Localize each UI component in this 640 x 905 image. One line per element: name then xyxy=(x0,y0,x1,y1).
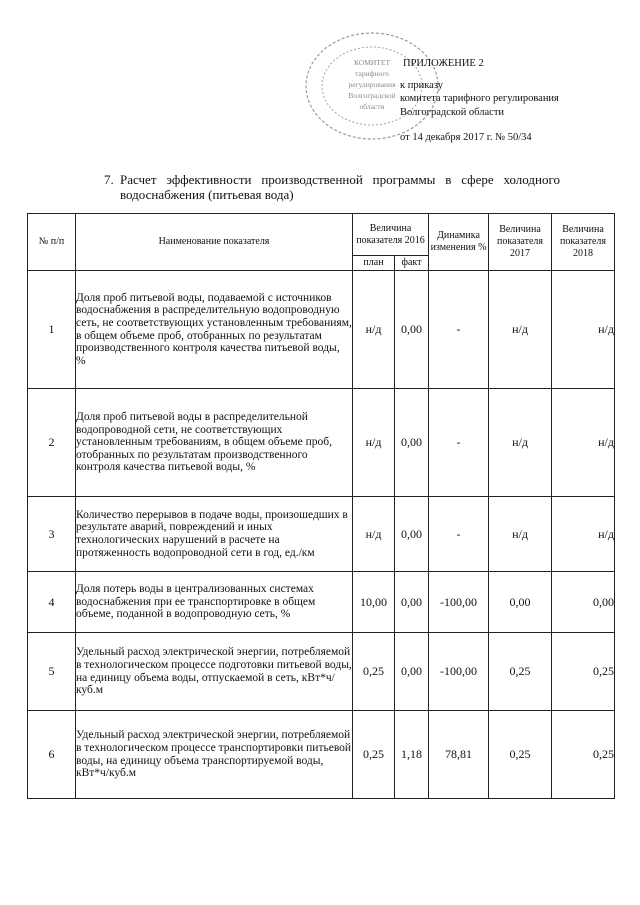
plan-value: 0,25 xyxy=(353,711,395,799)
table-row xyxy=(28,497,615,572)
appendix-committee: комитета тарифного регулирования xyxy=(400,93,559,104)
value-2017: 0,00 xyxy=(489,572,552,633)
appendix-title: ПРИЛОЖЕНИЕ 2 xyxy=(403,58,484,69)
section-heading xyxy=(104,172,560,202)
header-num: № п/п xyxy=(28,214,76,271)
row-number: 6 xyxy=(28,711,76,799)
header-fact: факт xyxy=(395,256,429,271)
table-row xyxy=(28,271,615,389)
value-2018: н/д xyxy=(552,271,615,389)
indicator-name: Количество перерывов в подаче воды, произошедших в результате аварий, повреждений и иных технологических нарушений в расчете на протяженность водопроводной сети в год, ед./км xyxy=(76,497,353,572)
fact-value: 0,00 xyxy=(395,497,429,572)
fact-value: 0,00 xyxy=(395,572,429,633)
value-2017: н/д xyxy=(489,497,552,572)
table-row xyxy=(28,572,615,633)
plan-value: 10,00 xyxy=(353,572,395,633)
dynamics-value: -100,00 xyxy=(429,633,489,711)
section-number: 7. xyxy=(104,172,114,187)
table-row xyxy=(28,389,615,497)
table-row xyxy=(28,711,615,799)
stamp-line: регулирования xyxy=(348,80,396,89)
header-dynamics: Динамика изменения % xyxy=(429,214,489,271)
row-number: 5 xyxy=(28,633,76,711)
row-number: 4 xyxy=(28,572,76,633)
value-2017: 0,25 xyxy=(489,633,552,711)
value-2017: н/д xyxy=(489,271,552,389)
dynamics-value: - xyxy=(429,389,489,497)
header-value-2016: Величина показателя 2016 xyxy=(353,214,429,256)
fact-value: 0,00 xyxy=(395,633,429,711)
value-2017: н/д xyxy=(489,389,552,497)
value-2018: н/д xyxy=(552,389,615,497)
appendix-region: Волгоградской области xyxy=(400,106,505,118)
indicator-name: Удельный расход электрической энергии, потребляемой в технологическом процессе транспортировки питьевой воды, на единицу объема транспортируемой воды, кВт*ч/куб.м xyxy=(76,711,353,799)
section-title: Расчет эффективности производственной программы в сфере холодного водоснабжения (питьевая вода) xyxy=(120,172,560,202)
efficiency-table xyxy=(27,213,615,799)
row-number: 3 xyxy=(28,497,76,572)
indicator-name: Доля проб питьевой воды, подаваемой с источников водоснабжения в распределительную водопроводную сеть, не соответствующих установленным требованиям, в общем объеме проб, отобранных по результатам производственного контроля качества питьевой воды, % xyxy=(76,271,353,389)
header-name: Наименование показателя xyxy=(76,214,353,271)
value-2018: 0,00 xyxy=(552,572,615,633)
row-number: 2 xyxy=(28,389,76,497)
plan-value: н/д xyxy=(353,497,395,572)
plan-value: н/д xyxy=(353,271,395,389)
appendix-order: к приказу xyxy=(400,79,443,91)
dynamics-value: - xyxy=(429,497,489,572)
plan-value: 0,25 xyxy=(353,633,395,711)
fact-value: 0,00 xyxy=(395,389,429,497)
value-2018: 0,25 xyxy=(552,633,615,711)
dynamics-value: 78,81 xyxy=(429,711,489,799)
appendix-block xyxy=(400,57,559,145)
dynamics-value: -100,00 xyxy=(429,572,489,633)
header-value-2017: Величина показателя 2017 xyxy=(489,214,552,271)
fact-value: 0,00 xyxy=(395,271,429,389)
appendix-date: от 14 декабря 2017 г. № 50/34 xyxy=(400,132,532,143)
row-number: 1 xyxy=(28,271,76,389)
plan-value: н/д xyxy=(353,389,395,497)
fact-value: 1,18 xyxy=(395,711,429,799)
header-plan: план xyxy=(353,256,395,271)
indicator-name: Удельный расход электрической энергии, потребляемой в технологическом процессе подготовки питьевой воды, на единицу объема воды, отпускаемой в сеть, кВт*ч/куб.м xyxy=(76,633,353,711)
stamp-line: КОМИТЕТ xyxy=(353,58,391,67)
header-value-2018: Величина показателя 2018 xyxy=(552,214,615,271)
stamp-line: Волгоградской xyxy=(348,91,396,100)
table-row xyxy=(28,633,615,711)
dynamics-value: - xyxy=(429,271,489,389)
value-2018: н/д xyxy=(552,497,615,572)
indicator-name: Доля потерь воды в централизованных системах водоснабжения при ее транспортировке в общем объеме, поданной в водопроводную сеть, % xyxy=(76,572,353,633)
value-2018: 0,25 xyxy=(552,711,615,799)
stamp-line: области xyxy=(359,102,385,111)
value-2017: 0,25 xyxy=(489,711,552,799)
indicator-name: Доля проб питьевой воды в распределительной водопроводной сети, не соответствующих установленным требованиям, в общем объеме проб, отобранных по результатам производственного контроля качества питьевой воды, % xyxy=(76,389,353,497)
stamp-line: тарифного xyxy=(355,69,389,78)
